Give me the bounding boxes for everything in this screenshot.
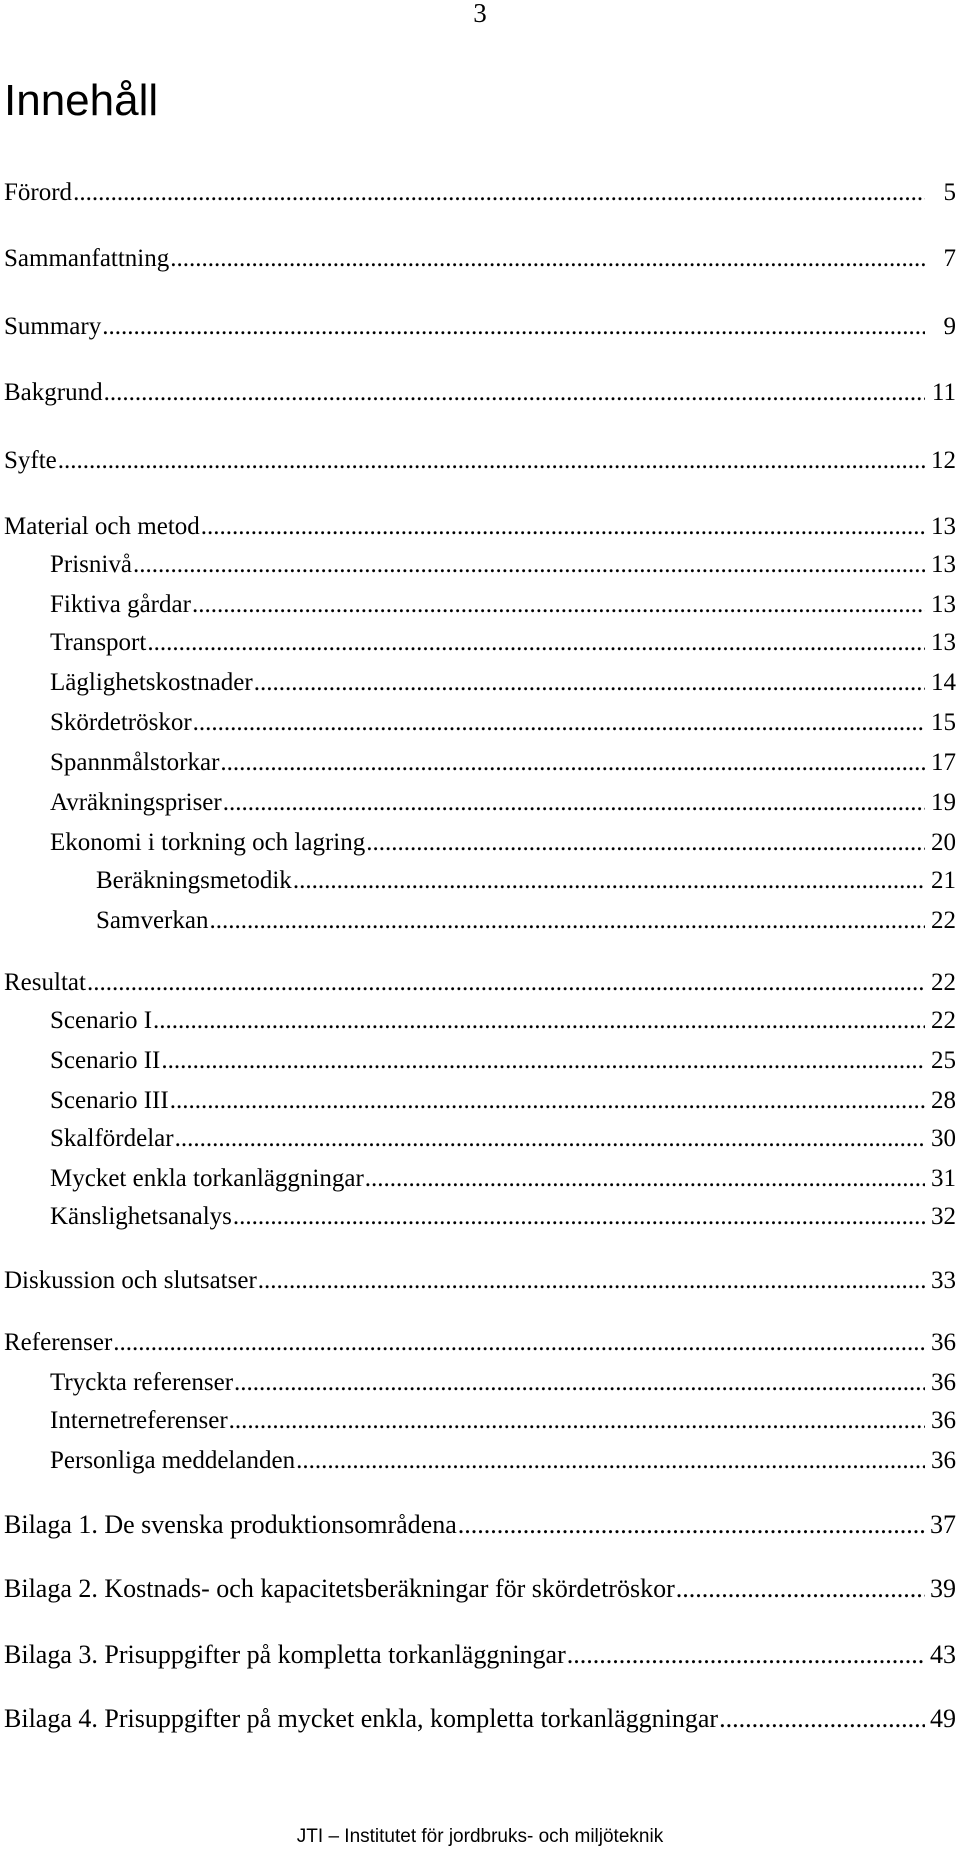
toc-entry-label: Mycket enkla torkanläggningar	[50, 1165, 364, 1192]
toc-entry-label: Internetreferenser	[50, 1407, 228, 1434]
toc-entry[interactable]	[4, 244, 956, 274]
toc-entry-page: 36	[931, 1407, 956, 1434]
toc-entry-label: Bakgrund	[4, 379, 103, 406]
toc-entry-page: 22	[931, 1007, 956, 1034]
toc-entry[interactable]	[50, 590, 956, 620]
toc-dot-leader	[192, 590, 925, 620]
toc-entry-page: 13	[931, 513, 956, 540]
toc-entry-page: 13	[931, 551, 956, 578]
toc-entry-page: 39	[930, 1574, 956, 1603]
toc-entry-page: 9	[943, 313, 956, 340]
toc-entry-label: Samverkan	[96, 907, 209, 934]
toc-entry[interactable]	[50, 550, 956, 580]
toc-entry-label: Tryckta referenser	[50, 1369, 234, 1396]
toc-entry[interactable]	[50, 1368, 956, 1398]
toc-entry-page: 36	[931, 1369, 956, 1396]
toc-entry-page: 7	[943, 245, 956, 272]
toc-entry[interactable]	[4, 1640, 956, 1670]
toc-entry[interactable]	[96, 906, 956, 936]
toc-entry-label: Transport	[50, 629, 147, 656]
toc-entry[interactable]	[50, 1406, 956, 1436]
toc-entry[interactable]	[50, 1046, 956, 1076]
toc-dot-leader	[233, 1202, 925, 1232]
toc-dot-leader	[113, 1328, 925, 1358]
toc-entry[interactable]	[4, 1510, 956, 1540]
toc-entry[interactable]	[4, 512, 956, 542]
toc-entry-page: 5	[943, 179, 956, 206]
toc-dot-leader	[87, 968, 925, 998]
toc-entry[interactable]	[4, 968, 956, 998]
toc-entry-label: Bilaga 2. Kostnads- och kapacitetsberäkningar för skördetröskor	[4, 1574, 675, 1603]
toc-dot-leader	[170, 1086, 925, 1116]
toc-entry-label: Känslighetsanalys	[50, 1203, 232, 1230]
toc-entry[interactable]	[4, 1328, 956, 1358]
toc-entry-label: Läglighetskostnader	[50, 669, 253, 696]
toc-entry-page: 33	[931, 1267, 956, 1294]
toc-entry-page: 15	[931, 709, 956, 736]
toc-entry-label: Personliga meddelanden	[50, 1447, 296, 1474]
toc-entry-label: Förord	[4, 179, 73, 206]
toc-dot-leader	[458, 1510, 925, 1540]
toc-entry-label: Bilaga 1. De svenska produktionsområdena	[4, 1510, 457, 1539]
toc-entry-page: 43	[930, 1640, 956, 1669]
toc-entry[interactable]	[50, 708, 956, 738]
toc-entry-page: 13	[931, 629, 956, 656]
toc-dot-leader	[104, 378, 925, 408]
toc-entry-page: 12	[931, 447, 956, 474]
toc-entry-page: 14	[931, 669, 956, 696]
toc-dot-leader	[366, 828, 925, 858]
toc-dot-leader	[133, 550, 925, 580]
toc-entry[interactable]	[96, 866, 956, 896]
toc-dot-leader	[73, 178, 925, 208]
toc-entry-label: Syfte	[4, 447, 57, 474]
page-number: 3	[473, 0, 487, 28]
toc-entry[interactable]	[50, 668, 956, 698]
toc-dot-leader	[153, 1006, 925, 1036]
toc-entry-page: 21	[931, 867, 956, 894]
toc-entry[interactable]	[50, 788, 956, 818]
toc-entry-page: 19	[931, 789, 956, 816]
toc-entry-label: Scenario I	[50, 1007, 153, 1034]
toc-entry[interactable]	[4, 446, 956, 476]
toc-dot-leader	[102, 312, 925, 342]
toc-entry[interactable]	[4, 1574, 956, 1604]
toc-entry-page: 28	[931, 1087, 956, 1114]
toc-entry[interactable]	[50, 1086, 956, 1116]
toc-entry[interactable]	[50, 1006, 956, 1036]
toc-entry-page: 30	[931, 1125, 956, 1152]
toc-entry[interactable]	[50, 1124, 956, 1154]
toc-entry-page: 13	[931, 591, 956, 618]
toc-entry[interactable]	[50, 748, 956, 778]
toc-entry[interactable]	[4, 312, 956, 342]
footer: JTI – Institutet för jordbruks- och miljöteknik	[296, 1826, 664, 1847]
toc-dot-leader	[170, 244, 925, 274]
toc-entry-label: Avräkningspriser	[50, 789, 222, 816]
toc-entry-page: 17	[931, 749, 956, 776]
toc-entry-page: 37	[930, 1510, 956, 1539]
toc-entry[interactable]	[4, 378, 956, 408]
toc-entry-label: Skalfördelar	[50, 1125, 174, 1152]
toc-entry-label: Scenario II	[50, 1047, 161, 1074]
toc-dot-leader	[293, 866, 925, 896]
toc-dot-leader	[719, 1704, 925, 1734]
toc-entry[interactable]	[4, 1704, 956, 1734]
toc-entry-label: Diskussion och slutsatser	[4, 1267, 257, 1294]
toc-entry[interactable]	[50, 1164, 956, 1194]
toc-entry-label: Beräkningsmetodik	[96, 867, 292, 894]
toc-dot-leader	[567, 1640, 925, 1670]
toc-entry-label: Material och metod	[4, 513, 200, 540]
toc-dot-leader	[193, 708, 925, 738]
toc-dot-leader	[147, 628, 925, 658]
toc-entry-label: Skördetröskor	[50, 709, 192, 736]
toc-entry-label: Sammanfattning	[4, 245, 170, 272]
toc-entry-label: Scenario III	[50, 1087, 169, 1114]
toc-dot-leader	[676, 1574, 925, 1604]
toc-entry-label: Referenser	[4, 1329, 113, 1356]
toc-dot-leader	[296, 1446, 925, 1476]
toc-entry-page: 11	[931, 379, 956, 406]
toc-dot-leader	[58, 446, 925, 476]
toc-entry-label: Bilaga 4. Prisuppgifter på mycket enkla, kompletta torkanläggningar	[4, 1704, 719, 1733]
toc-dot-leader	[175, 1124, 925, 1154]
toc-dot-leader	[223, 788, 925, 818]
toc-entry-page: 20	[931, 829, 956, 856]
toc-entry-page: 22	[931, 969, 956, 996]
toc-entry[interactable]	[4, 178, 956, 208]
toc-entry-page: 36	[931, 1447, 956, 1474]
toc-entry-page: 32	[931, 1203, 956, 1230]
toc-title: Innehåll	[4, 76, 159, 125]
toc-entry-page: 36	[931, 1329, 956, 1356]
toc-dot-leader	[365, 1164, 925, 1194]
toc-dot-leader	[209, 906, 925, 936]
toc-entry-page: 25	[931, 1047, 956, 1074]
toc-dot-leader	[258, 1266, 925, 1296]
toc-entry-label: Summary	[4, 313, 102, 340]
toc-dot-leader	[161, 1046, 925, 1076]
toc-entry-label: Prisnivå	[50, 551, 132, 578]
toc-entry[interactable]	[50, 1446, 956, 1476]
toc-entry-page: 31	[931, 1165, 956, 1192]
toc-entry-label: Fiktiva gårdar	[50, 591, 191, 618]
toc-entry[interactable]	[50, 1202, 956, 1232]
toc-entry[interactable]	[50, 828, 956, 858]
toc-dot-leader	[254, 668, 925, 698]
toc-entry[interactable]	[4, 1266, 956, 1296]
toc-entry-label: Spannmålstorkar	[50, 749, 220, 776]
toc-entry-label: Bilaga 3. Prisuppgifter på kompletta torkanläggningar	[4, 1640, 566, 1669]
toc-dot-leader	[220, 748, 925, 778]
toc-entry[interactable]	[50, 628, 956, 658]
toc-entry-page: 49	[930, 1704, 956, 1733]
toc-entry-label: Resultat	[4, 969, 86, 996]
toc-dot-leader	[201, 512, 925, 542]
toc-entry-page: 22	[931, 907, 956, 934]
toc-dot-leader	[229, 1406, 925, 1436]
toc-dot-leader	[234, 1368, 925, 1398]
toc-entry-label: Ekonomi i torkning och lagring	[50, 829, 366, 856]
